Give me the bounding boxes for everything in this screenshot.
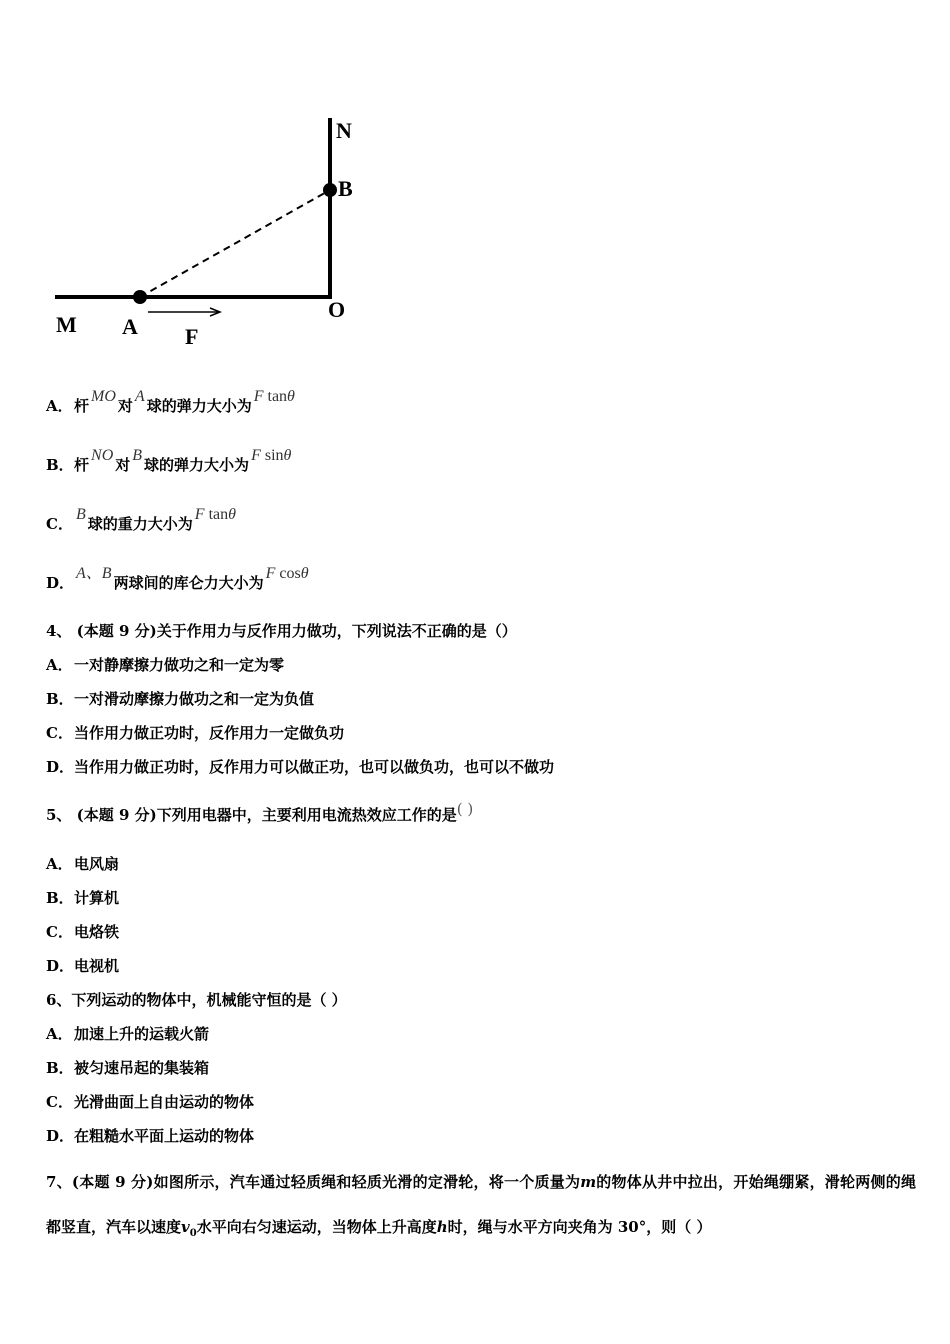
q3-option-d[interactable]: D．A、B两球间的库仑力大小为F cosθ <box>46 565 309 592</box>
q6-stem: 6、下列运动的物体中，机械能守恒的是（ ） <box>46 991 347 1009</box>
q3-option-a[interactable]: A．杆MO对A球的弹力大小为F tanθ <box>46 388 295 415</box>
label-a: A <box>122 314 138 339</box>
q6-option-d[interactable]: D．在粗糙水平面上运动的物体 <box>46 1127 255 1145</box>
q4-stem: 4、 (本题 9 分)关于作用力与反作用力做功，下列说法不正确的是（） <box>46 622 517 640</box>
dashed-line-ab <box>140 190 330 297</box>
label-b: B <box>338 176 353 201</box>
q5-option-a[interactable]: A．电风扇 <box>46 855 120 873</box>
label-m: M <box>56 312 77 337</box>
formula-f-tan-theta: F tanθ <box>194 506 236 523</box>
q5-option-c[interactable]: C．电烙铁 <box>46 923 120 941</box>
formula-f-tan-theta: F tanθ <box>253 388 295 405</box>
label-o: O <box>328 297 346 322</box>
q6-option-c[interactable]: C．光滑曲面上自由运动的物体 <box>46 1093 255 1111</box>
q4-option-a[interactable]: A．一对静摩擦力做功之和一定为零 <box>46 656 285 674</box>
q7-stem: 7、(本题 9 分)如图所示，汽车通过轻质绳和轻质光滑的定滑轮，将一个质量为m的物体从井中拉出，开始绳绷紧，滑轮两侧的绳都竖直，汽车以速度$v_0$水平向右匀速运动，当物体上升高度h时，绳与水平方向夹角为 30°，则（ ） <box>46 1173 916 1239</box>
q4-option-b[interactable]: B．一对滑动摩擦力做功之和一定为负值 <box>46 690 315 708</box>
q4-option-d[interactable]: D．当作用力做正功时，反作用力可以做正功，也可以做负功，也可以不做功 <box>46 758 555 776</box>
formula-f-cos-theta: F cosθ <box>265 565 309 582</box>
q3-option-b[interactable]: B．杆NO对B球的弹力大小为F sinθ <box>46 447 292 474</box>
q6-option-b[interactable]: B．被匀速吊起的集装箱 <box>46 1059 210 1077</box>
label-f: F <box>185 324 199 349</box>
q5-stem: 5、 (本题 9 分)下列用电器中，主要利用电流热效应工作的是( ) <box>46 800 474 824</box>
q6-option-a[interactable]: A．加速上升的运载火箭 <box>46 1025 210 1043</box>
q3-option-c[interactable]: C．B球的重力大小为F tanθ <box>46 506 236 533</box>
force-diagram <box>40 100 380 360</box>
label-n: N <box>336 118 352 143</box>
ball-a <box>133 290 147 304</box>
q5-option-b[interactable]: B．计算机 <box>46 889 120 907</box>
formula-f-sin-theta: F sinθ <box>251 447 292 464</box>
q5-option-d[interactable]: D．电视机 <box>46 957 120 975</box>
q4-option-c[interactable]: C．当作用力做正功时，反作用力一定做负功 <box>46 724 345 742</box>
ball-b <box>323 183 337 197</box>
